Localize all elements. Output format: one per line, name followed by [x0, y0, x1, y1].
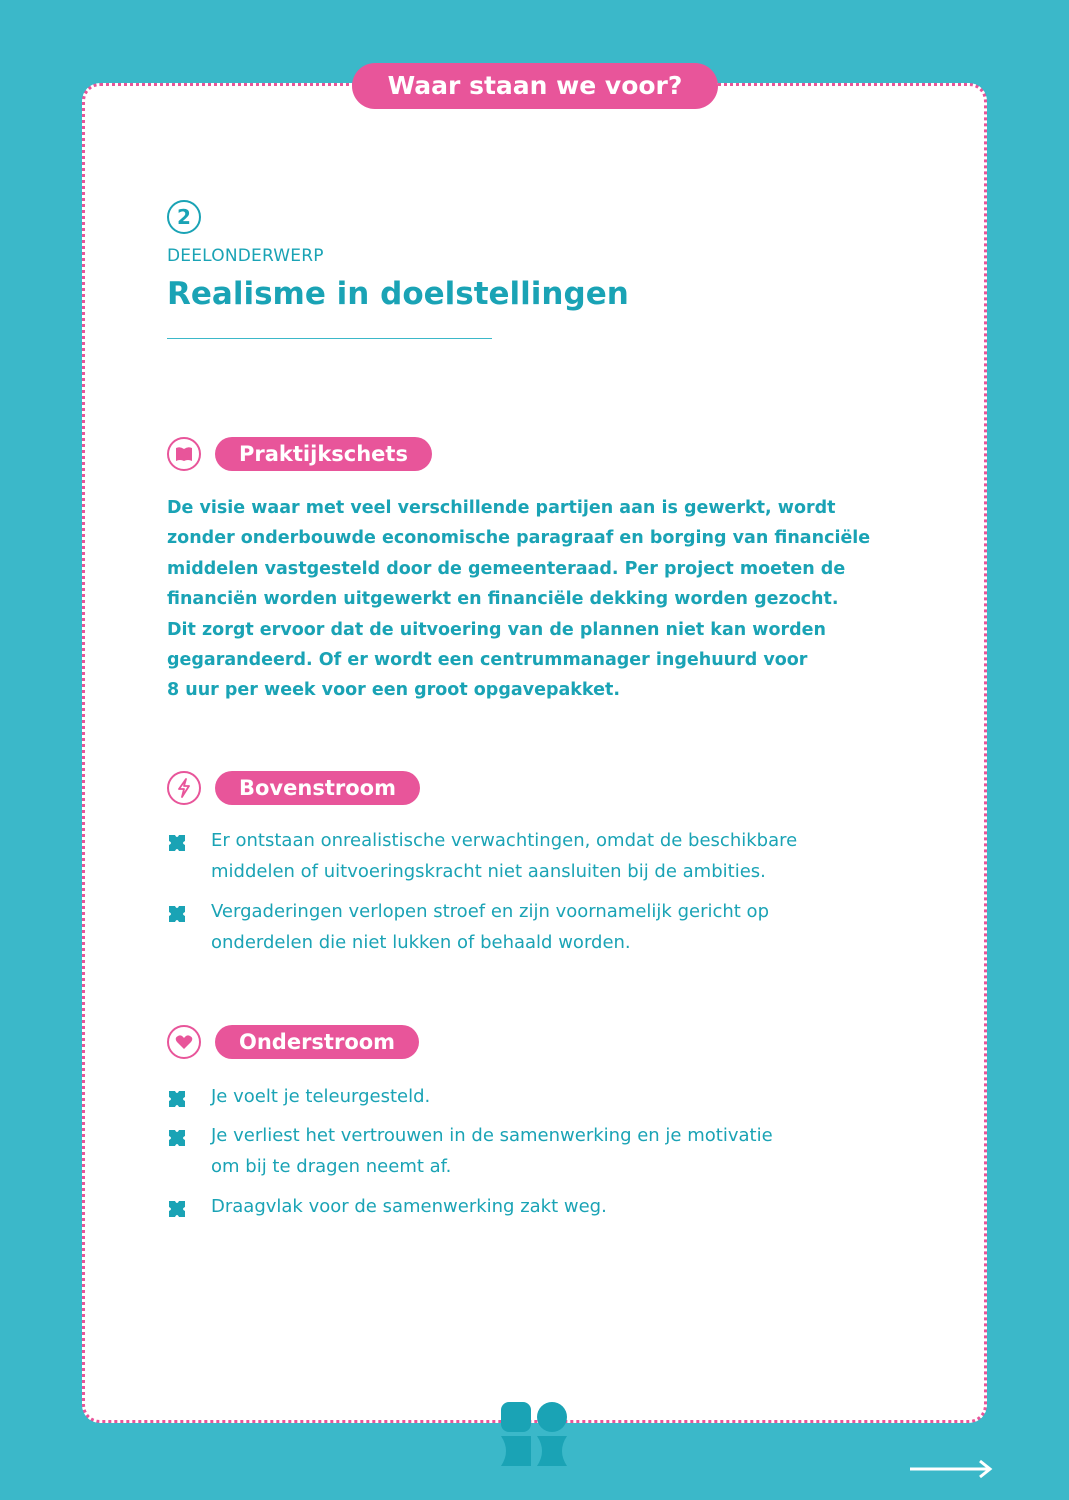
text-line: zonder onderbouwde economische paragraaf en borging van financiële [167, 528, 871, 549]
list-item [167, 896, 917, 958]
bullet-icon [167, 1128, 187, 1148]
praktijk-text [167, 493, 907, 706]
topic-title: Realisme in doelstellingen [167, 276, 629, 312]
text-line: Vergaderingen verlopen stroef en zijn voornamelijk gericht op [211, 900, 769, 922]
text-line: middelen of uitvoeringskracht niet aansluiten bij de ambities. [211, 860, 766, 882]
text-line: Dit zorgt ervoor dat de uitvoering van de plannen niet kan worden [167, 619, 826, 640]
praktijk-heading: Praktijkschets [215, 437, 432, 471]
topic-number: 2 [167, 200, 201, 234]
list-item [167, 1191, 917, 1222]
bullet-icon [167, 833, 187, 853]
main-content [167, 200, 917, 1222]
header-title: Waar staan we voor? [352, 63, 718, 109]
text-line: om bij te dragen neemt af. [211, 1155, 452, 1177]
text-line: Er ontstaan onrealistische verwachtingen, omdat de beschikbare [211, 829, 798, 851]
text-line: De visie waar met veel verschillende partijen aan is gewerkt, wordt [167, 498, 836, 518]
text-line: gegarandeerd. Of er wordt een centrummanager ingehuurd voor [167, 650, 808, 671]
bovenstroom-heading: Bovenstroom [215, 771, 420, 805]
text-line: financiën worden uitgewerkt en financiële dekking worden gezocht. [167, 589, 839, 610]
list-item [167, 1120, 917, 1182]
lightning-icon [167, 771, 201, 805]
onderstroom-list [167, 1081, 917, 1222]
text-line: Draagvlak voor de samenwerking zakt weg. [211, 1195, 607, 1217]
bovenstroom-list [167, 825, 917, 958]
text-line: 8 uur per week voor een groot opgavepakket. [167, 680, 620, 701]
onderstroom-heading: Onderstroom [215, 1025, 419, 1059]
praktijk-header [167, 437, 917, 471]
text-line: onderdelen die niet lukken of behaald worden. [211, 931, 631, 953]
list-item [167, 1081, 917, 1112]
topic-label: DEELONDERWERP [167, 246, 324, 266]
list-item [167, 825, 917, 887]
divider [167, 338, 492, 339]
onderstroom-header [167, 1025, 917, 1059]
bullet-icon [167, 904, 187, 924]
next-arrow-icon[interactable] [910, 1458, 994, 1480]
text-line: middelen vastgesteld door de gemeenteraad. Per project moeten de [167, 558, 846, 579]
bullet-icon [167, 1199, 187, 1219]
bullet-icon [167, 1089, 187, 1109]
heart-icon [167, 1025, 201, 1059]
logo-icon [499, 1400, 569, 1468]
book-icon [167, 437, 201, 471]
text-line: Je voelt je teleurgesteld. [211, 1085, 431, 1107]
text-line: Je verliest het vertrouwen in de samenwerking en je motivatie [211, 1124, 773, 1146]
bovenstroom-header [167, 771, 917, 805]
